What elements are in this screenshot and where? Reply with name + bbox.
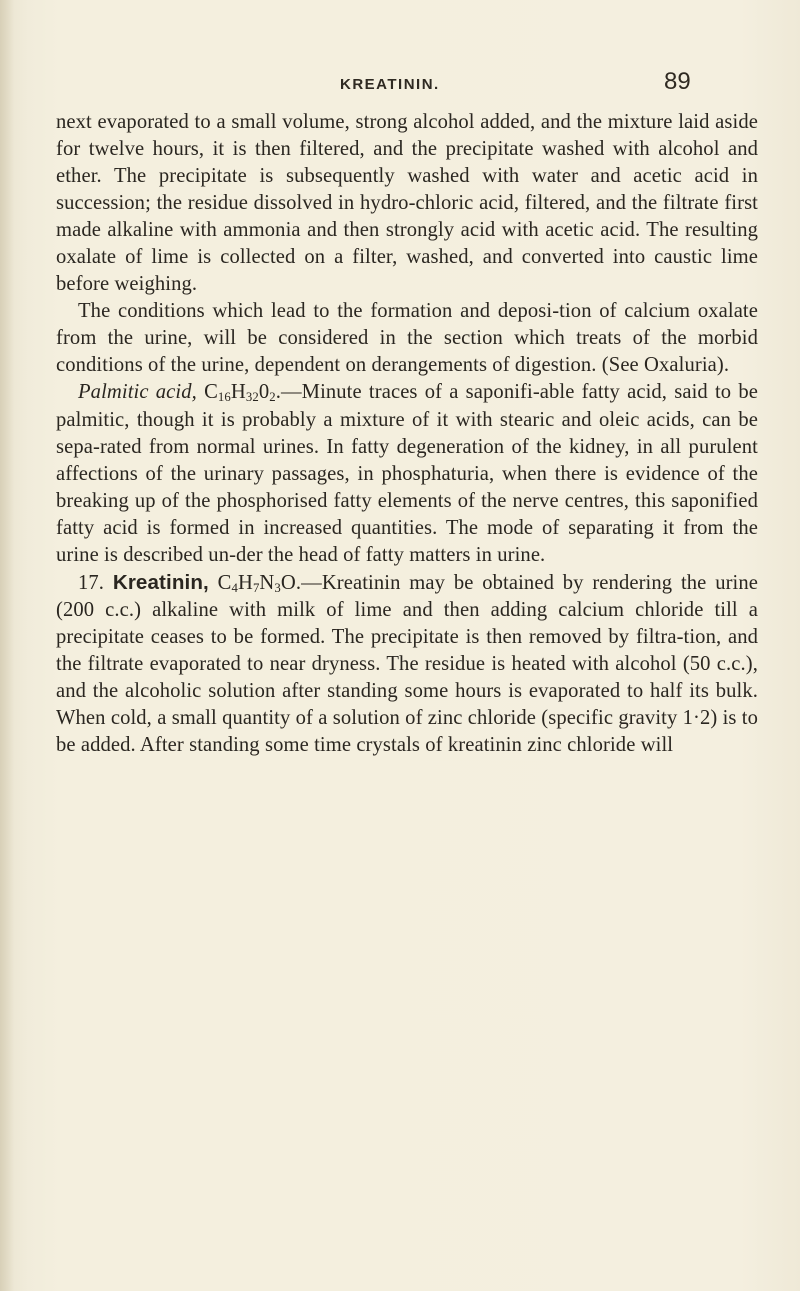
paragraph-oxalate-method: next evaporated to a small volume, strong alcohol added, and the mixture laid aside for twelve hours, it is then filtered, and the precipitate washed with alcohol and ether. The precipitate is subsequently washed with water and acetic acid in succession; the residue dissolved in hydro-chloric acid, filtered, and the filtrate first made alkaline with ammonia and then strongly acid with acetic acid. The resulting oxalate of lime is collected on a filter, washed, and converted into caustic lime before weighing. (56, 111, 758, 296)
formula-nitrogen: N (259, 571, 275, 594)
palmitic-acid-formula (204, 381, 276, 403)
page-spine-shadow (0, 0, 14, 1291)
formula-carbon: C (204, 381, 218, 404)
formula-hydrogen-count: 7 (252, 580, 260, 595)
body-text (56, 109, 758, 759)
formula-oxygen: O (280, 571, 296, 594)
formula-carbon-count: 16 (217, 390, 231, 405)
page-header (0, 62, 800, 102)
section-number: 17. (78, 571, 105, 594)
palmitic-acid-text: .—Minute traces of a saponifi-able fatty acid, said to be palmitic, though it is probably a mixture of it with stearic and oleic acids, can be sepa-rated from normal urines. In fatty degeneration of the kidney, in all purulent affections of the urinary passages, in phosphaturia, when there is evidence of the breaking up of the phosphorised fatty elements of the nerve centres, this saponified fatty acid is formed in increased quantities. The mode of separating it from the urine is described un-der the head of fatty matters in urine. (56, 381, 759, 566)
formula-hydrogen-count: 32 (245, 390, 259, 405)
formula-hydrogen: H (230, 381, 246, 404)
page-number: 89 (664, 68, 691, 95)
kreatinin-text: .—Kreatinin may be obtained by rendering the urine (200 c.c.) alkaline with milk of lime and then adding calcium chloride till a precipitate ceases to be formed. The precipitate is then removed by filtra-tion, and the filtrate evaporated to near dryness. The residue is heated with alcohol (50 c.c.), and the alcoholic solution after standing some hours is evaporated to half its bulk. When cold, a small quantity of a solution of zinc chloride (specific gravity 1·2) is to be added. After standing some time crystals of kreatinin zinc chloride will (56, 571, 759, 757)
formula-oxygen-count: 2 (269, 390, 276, 405)
paragraph-oxalate-conditions: The conditions which lead to the formation and deposi-tion of calcium oxalate from the urine, will be considered in the section which treats of the morbid conditions of the urine, dependent on derangements of digestion. (See Oxaluria). (56, 300, 758, 377)
running-head: KREATININ. (340, 76, 440, 93)
formula-carbon: C (217, 571, 232, 594)
paragraph-kreatinin (56, 569, 758, 759)
formula-nitrogen-count: 3 (274, 580, 281, 595)
palmitic-acid-term: Palmitic acid, (78, 381, 197, 404)
formula-carbon-count: 4 (231, 580, 238, 595)
formula-oxygen: 0 (258, 381, 270, 404)
formula-hydrogen: H (237, 571, 253, 594)
kreatinin-formula (218, 572, 296, 594)
paragraph-palmitic-acid (56, 379, 758, 568)
kreatinin-term: Kreatinin, (112, 570, 209, 594)
